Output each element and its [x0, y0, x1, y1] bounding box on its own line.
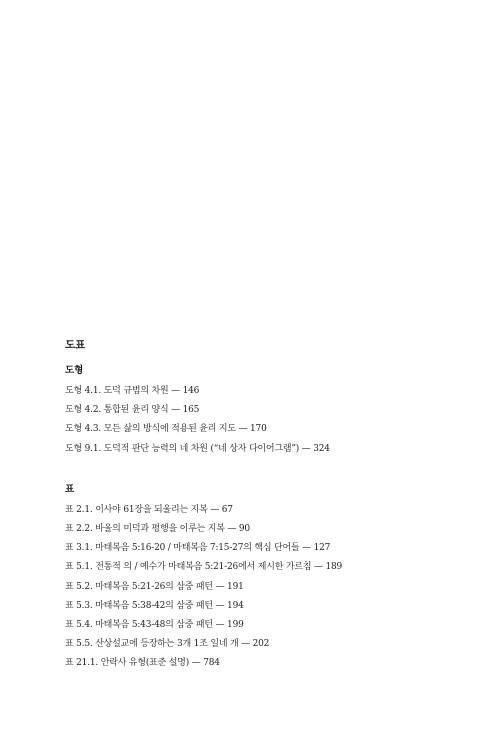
table-entry: 표 3.1. 마태복음 5:16-20 / 마태복음 7:15-27의 핵심 단어들 — 127 — [65, 543, 331, 554]
figures-list — [65, 382, 485, 459]
table-entry: 표 5.3. 마태복음 5:38-42의 삼중 패턴 — 194 — [65, 600, 244, 611]
table-entry: 표 5.1. 전통적 의 / 예수가 마태복음 5:21-26에서 제시한 가르침 — 189 — [65, 562, 343, 573]
table-entry: 표 5.4. 마태복음 5:43-48의 삼중 패턴 — 199 — [65, 620, 244, 631]
tables-section — [65, 483, 485, 674]
figure-entry: 도형 4.3. 모든 삶의 방식에 적용된 윤리 지도 — 170 — [65, 424, 267, 435]
table-entry: 표 2.1. 이사야 61장을 되울리는 지복 — 67 — [65, 504, 233, 515]
table-entry: 표 21.1. 안락사 유형(표준 설명) — 784 — [65, 658, 220, 669]
figure-entry: 도형 4.1. 도덕 규범의 차원 — 146 — [65, 386, 200, 396]
table-entry: 표 2.2. 바울의 미덕과 평행을 이루는 지복 — 90 — [65, 524, 250, 535]
figure-entry: 도형 4.2. 통합된 윤리 양식 — 165 — [65, 405, 200, 416]
page-title: 도표 — [65, 339, 86, 351]
figures-section — [65, 364, 485, 459]
table-entry: 표 5.5. 산상설교에 등장하는 3개 1조 일네 개 — 202 — [65, 639, 270, 650]
list-of-figures-and-tables — [65, 338, 485, 674]
tables-heading: 표 — [65, 483, 75, 495]
figures-heading: 도형 — [65, 365, 84, 376]
tables-list — [65, 501, 485, 674]
table-entry: 표 5.2. 마태복음 5:21-26의 삼중 패턴 — 191 — [65, 581, 244, 592]
figure-entry: 도형 9.1. 도덕적 판단 능력의 네 차원 (“네 상자 다이어그램”) — 324 — [65, 443, 330, 454]
